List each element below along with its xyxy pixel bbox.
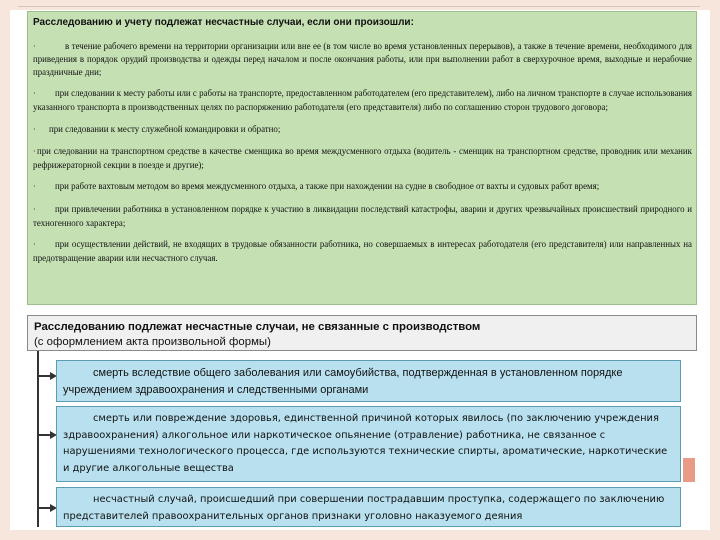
- list-item: · при осуществлении действий, не входящих в трудовые обязанности работника, но совершаемых в интересах работодателя (его представителя) или направленных на предотвращение аварии или несчастного случая.: [33, 239, 692, 263]
- list-item: · при следовании к месту служебной командировки и обратно;: [33, 123, 692, 137]
- case-box-intoxication: смерть или повреждение здоровья, единственной причиной которых явилось (по заключению учреждения здравоохранения) алкогольное или наркотическое опьянение (отравление) работника, не связанное с нарушениями технологического процесса, где используются технические спирты, ароматические, наркотические и другие алкогольные вещества: [56, 406, 681, 482]
- accident-conditions-box: [27, 11, 697, 305]
- bullet-icon: ·: [33, 41, 36, 51]
- list-item: · при привлечении работника в установленном порядке к участию в ликвидации последствий катастрофы, аварии и других чрезвычайных происшествий природного и техногенного характера;: [33, 203, 692, 228]
- list-item: · при работе вахтовым методом во время междусменного отдыха, а также при нахождении на судне в свободное от вахты и судовых работ время;: [33, 180, 692, 194]
- bullet-icon: ·: [33, 124, 36, 134]
- top-rule: [18, 6, 700, 7]
- bullet-icon: ·: [33, 182, 36, 192]
- bullet-icon: ·: [33, 89, 36, 99]
- non-production-title: Расследованию подлежат несчастные случаи, не связанные с производством: [34, 321, 481, 333]
- bullet-icon: ·: [33, 147, 36, 157]
- non-production-header: [27, 315, 697, 351]
- list-item: · при следовании к месту работы или с работы на транспорте, предоставленном работодателем (его представителем), либо на личном транспорте в случае использования указанного транспорта в производственных целях по распоряжению работодателя (его представителя) либо по соглашению сторон трудового договора;: [33, 88, 692, 112]
- list-item: ·при следовании на транспортном средстве в качестве сменщика во время междусменного отдыха (водитель - сменщик на транспортном средстве, проводник или механик рефрижераторной секции в поезде и другие);: [33, 146, 692, 170]
- section-title: Расследованию и учету подлежат несчастные случаи, если они произошли:: [33, 17, 414, 28]
- bullet-icon: ·: [33, 240, 36, 250]
- accent-marker: [683, 458, 695, 482]
- list-item: · в течение рабочего времени на территории организации или вне ее (в том числе во время установленных перерывов), а также в течение времени, необходимого для приведения в порядок орудий производства и одежды перед началом и после окончания работы, или при выполнении работ в сверхурочное время, выходные и нерабочие праздничные дни;: [33, 40, 692, 77]
- connector-line: [37, 351, 39, 527]
- case-box-disease: смерть вследствие общего заболевания или самоубийства, подтвержденная в установленном порядке учреждением здравоохранения и следственными органами: [56, 360, 681, 402]
- case-box-offense: несчастный случай, происшедший при совершении пострадавшим проступка, содержащего по заключению представителей правоохранительных органов признаки уголовно наказуемого деяния: [56, 487, 681, 527]
- bullet-icon: ·: [33, 204, 36, 214]
- non-production-subtitle: (с оформлением акта произвольной формы): [34, 336, 271, 348]
